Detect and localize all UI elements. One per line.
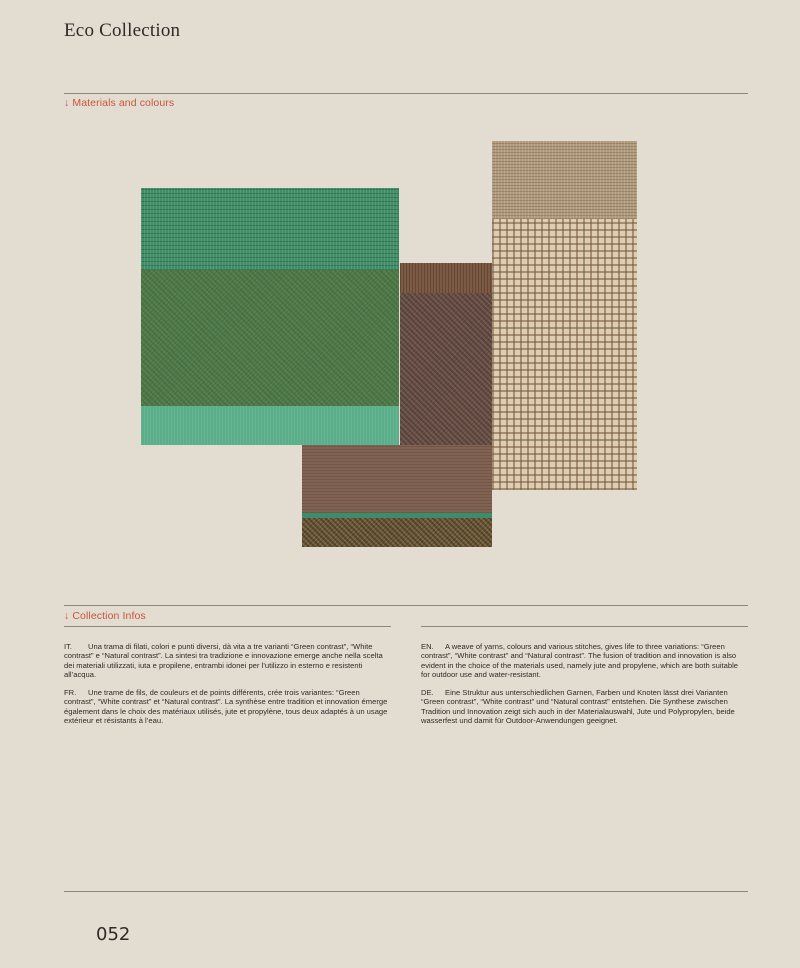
page-number: 052 xyxy=(96,924,131,945)
text-it xyxy=(64,642,391,679)
lang-code-de: DE. xyxy=(421,688,434,698)
natural-contrast-swatch xyxy=(302,263,492,547)
text-en-body: A weave of yarns, colours and various stitches, gives life to three variations: “Green contrast”, “White contrast” and “Natural contrast”. The fusion of tradition and innovation is also evident in the choice of the materials used, namely jute and propylene, which are both suitable for outdoor use and water-resistant. xyxy=(421,642,739,679)
page-title: Eco Collection xyxy=(64,20,181,41)
text-fr xyxy=(64,688,391,725)
right-text-column xyxy=(421,642,748,734)
right-column-divider xyxy=(421,626,748,627)
lang-code-en: EN. xyxy=(421,642,434,651)
natural-swatch-top-band xyxy=(492,141,637,219)
text-de xyxy=(421,688,748,725)
infos-section-label xyxy=(64,610,146,622)
footer-divider xyxy=(64,891,748,892)
natural-swatch-grid-band xyxy=(492,219,637,490)
brown-swatch-mottled-band xyxy=(400,293,492,445)
text-it-body: Una trama di filati, colori e punti diversi, dà vita a tre varianti “Green contrast”, “White contrast” e “Natural contrast”. La sintesi tra tradizione e innovazione emerge anche nella scelta dei materiali utilizzati, iuta e propilene, entrambi idonei per l’utilizzo in esterno e resistenti all’acqua. xyxy=(64,642,383,679)
infos-label-text: Collection Infos xyxy=(72,610,146,622)
top-divider xyxy=(64,93,748,94)
lang-code-it: IT. xyxy=(64,642,73,651)
materials-section-label xyxy=(64,97,174,109)
lang-code-fr: FR. xyxy=(64,688,77,698)
white-contrast-swatch xyxy=(492,141,637,490)
arrow-down-icon: ↓ xyxy=(64,97,70,109)
text-de-body: Eine Struktur aus unterschiedlichen Garnen, Farben und Knoten lässt drei Varianten “Green contrast”, “White contrast” und “Natural contrast” entstehen. Die Synthese zwischen Tradition und Innovation zeigt sich auch in der Materialauswahl, Jute und Polypropylen, beide wasserfest und damit für Outdoor-Anwendungen geeignet. xyxy=(421,688,735,726)
left-column-divider xyxy=(64,626,391,627)
left-text-column xyxy=(64,642,391,734)
brown-swatch-lower-band xyxy=(302,445,492,513)
materials-label-text: Materials and colours xyxy=(72,97,175,109)
text-en xyxy=(421,642,748,679)
green-swatch-top-band xyxy=(141,188,399,270)
text-fr-body: Une trame de fils, de couleurs et de points différents, crée trois variantes: “Green contrast”, “White contrast” et “Natural contrast”. La synthèse entre tradition et innovation émerge également dans le choix des matériaux utilisés, jute et propylène, tous deux adaptés à un usage extérieur et résistants à l’eau. xyxy=(64,688,388,726)
infos-divider xyxy=(64,605,748,606)
brown-swatch-bottom-band xyxy=(302,518,492,547)
arrow-down-icon: ↓ xyxy=(64,610,70,622)
